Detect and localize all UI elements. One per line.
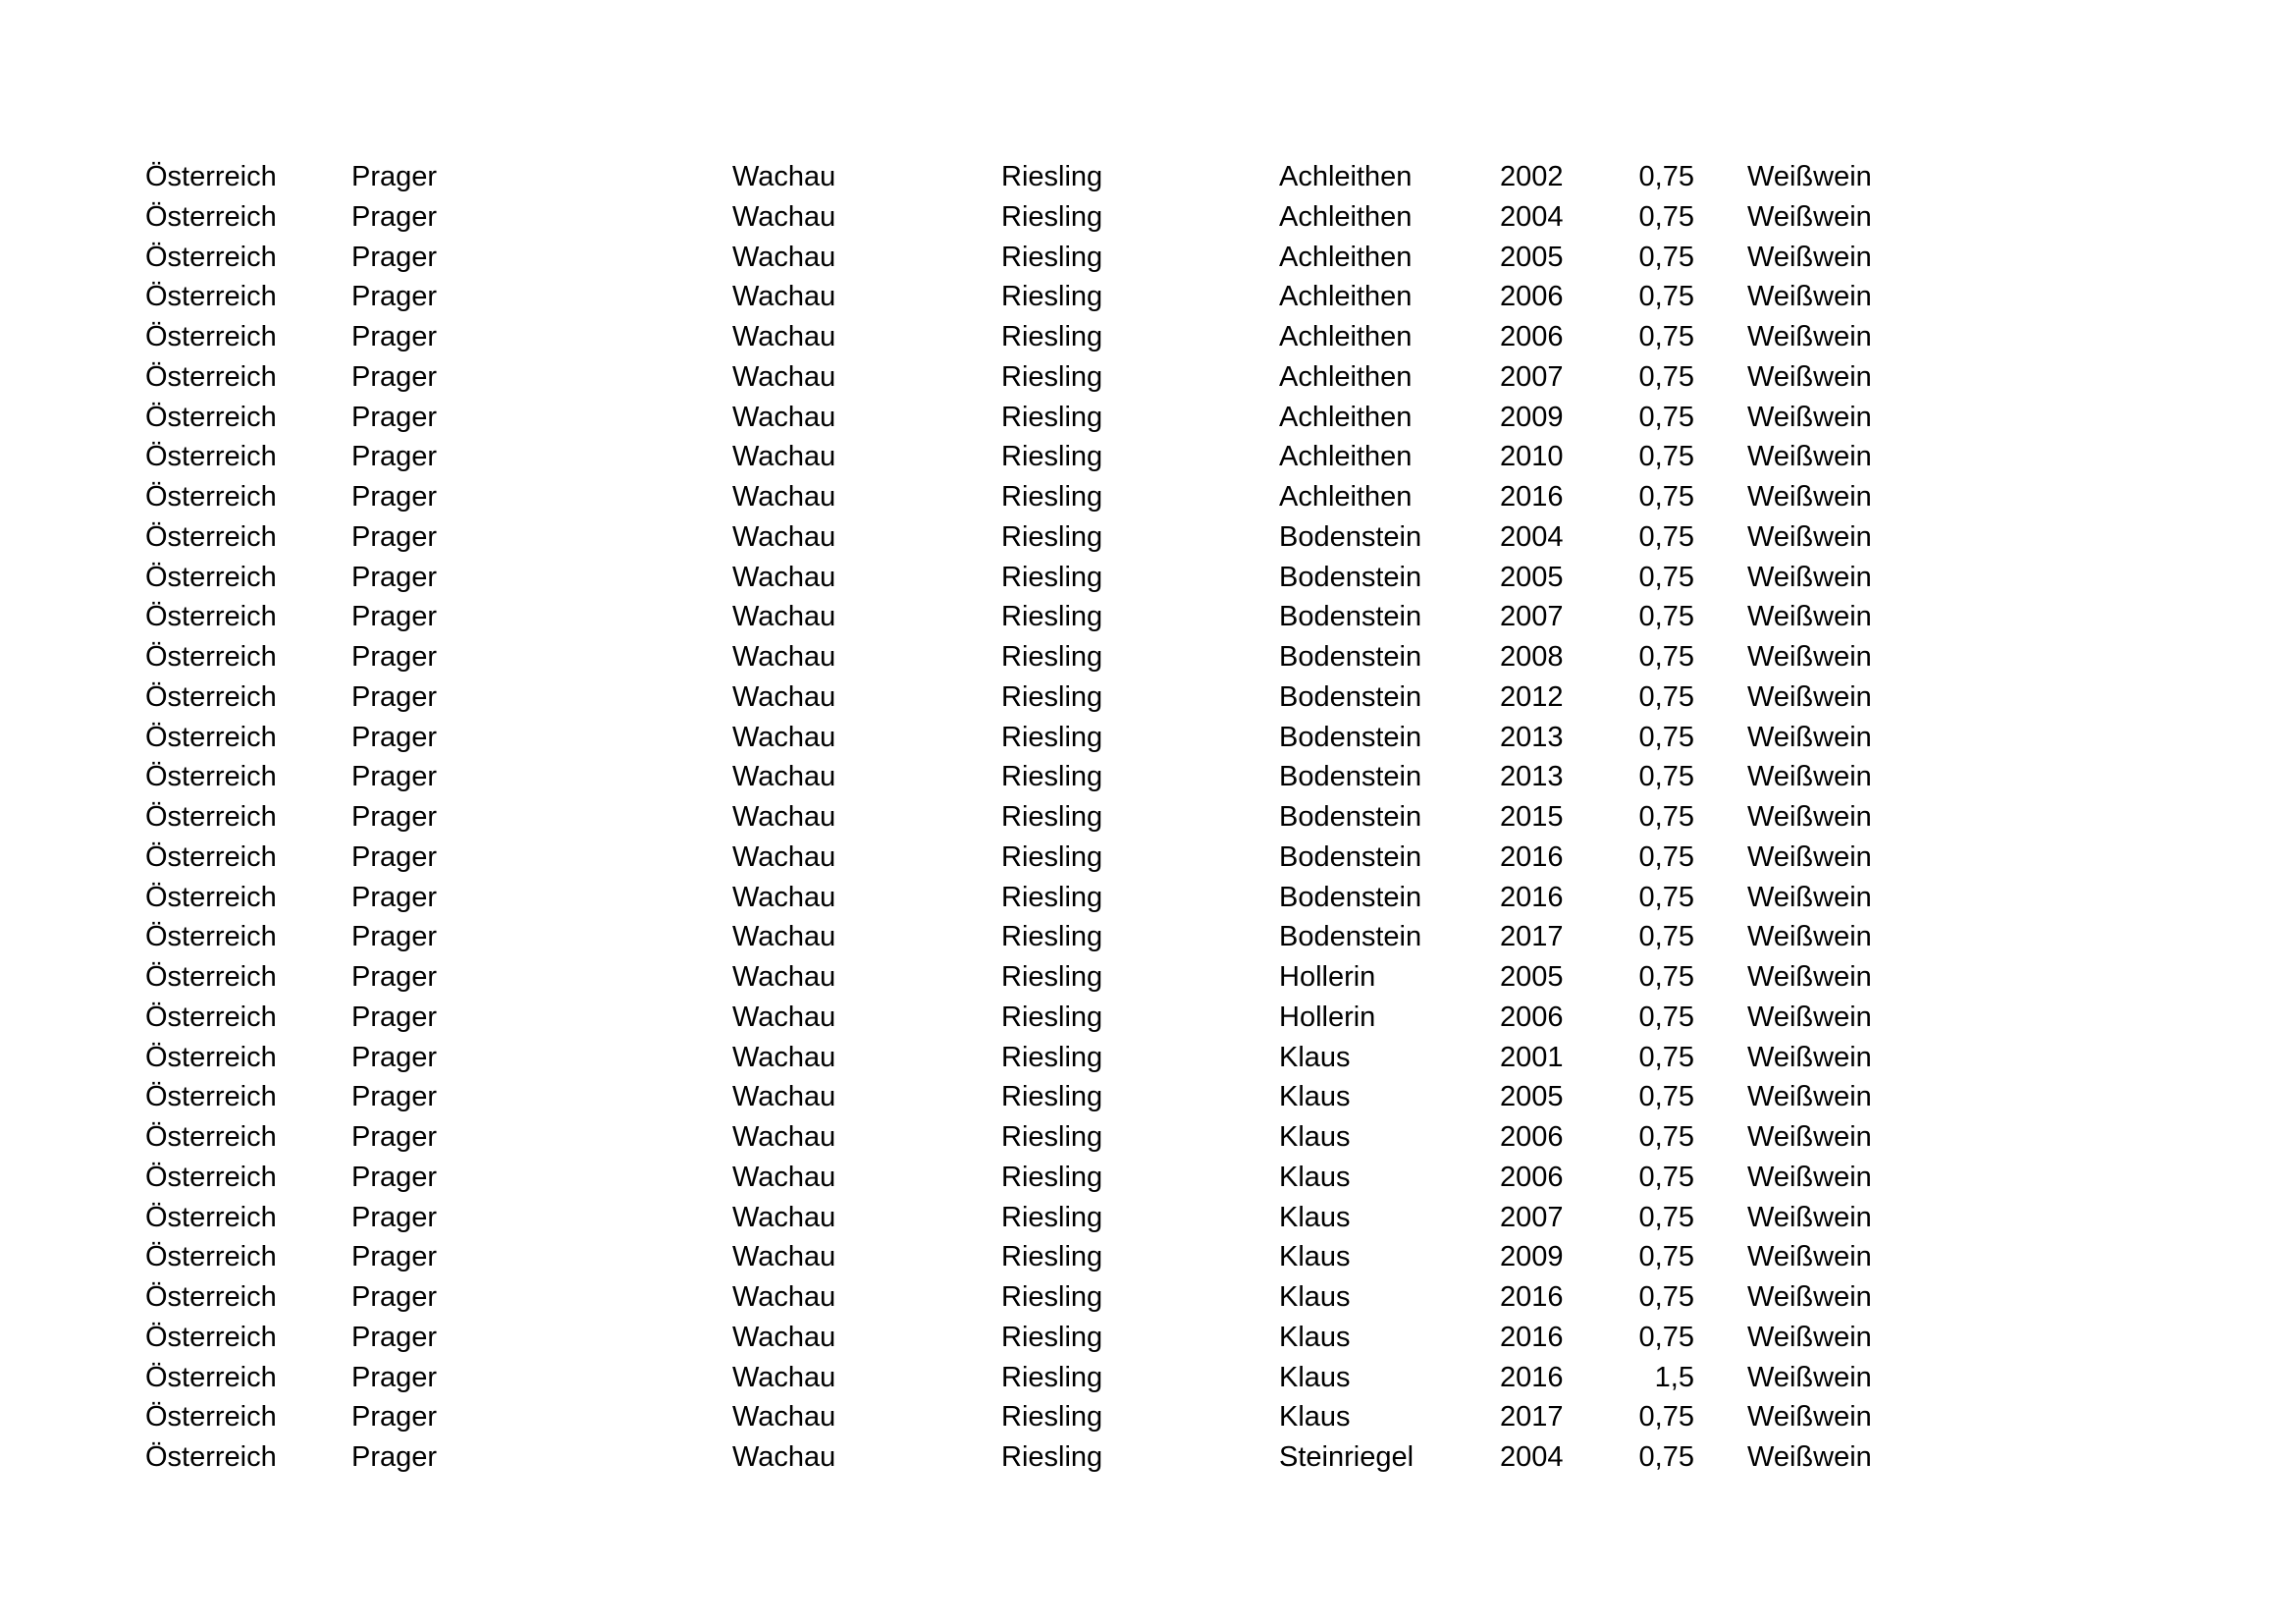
wine-type-cell: Weißwein xyxy=(1747,401,1872,433)
vineyard-cell: Bodenstein xyxy=(1279,881,1422,913)
producer-cell: Prager xyxy=(351,481,438,513)
region-cell: Wachau xyxy=(732,881,836,913)
vineyard-cell: Klaus xyxy=(1279,1121,1351,1153)
wine-type-cell: Weißwein xyxy=(1747,1361,1872,1393)
wine-type-cell: Weißwein xyxy=(1747,721,1872,753)
bottle-size-cell: 0,75 xyxy=(1638,1281,1694,1313)
vintage-cell: 2005 xyxy=(1500,1081,1564,1113)
vintage-cell: 2010 xyxy=(1500,441,1564,473)
grape-cell: Riesling xyxy=(1001,441,1103,473)
table-row xyxy=(145,878,1893,918)
bottle-size-cell: 0,75 xyxy=(1638,921,1694,953)
vintage-cell: 2013 xyxy=(1500,761,1564,793)
vintage-cell: 2005 xyxy=(1500,561,1564,593)
region-cell: Wachau xyxy=(732,360,836,393)
bottle-size-cell: 0,75 xyxy=(1638,520,1694,553)
region-cell: Wachau xyxy=(732,161,836,192)
producer-cell: Prager xyxy=(351,961,438,993)
vineyard-cell: Achleithen xyxy=(1279,161,1413,192)
wine-type-cell: Weißwein xyxy=(1747,161,1872,192)
producer-cell: Prager xyxy=(351,1241,438,1273)
producer-cell: Prager xyxy=(351,520,438,553)
wine-type-cell: Weißwein xyxy=(1747,360,1872,393)
table-row xyxy=(145,1358,1893,1398)
vintage-cell: 2016 xyxy=(1500,1281,1564,1313)
region-cell: Wachau xyxy=(732,1121,836,1153)
grape-cell: Riesling xyxy=(1001,1361,1103,1393)
table-row xyxy=(145,1277,1893,1318)
table-row xyxy=(145,238,1893,278)
region-cell: Wachau xyxy=(732,680,836,713)
vineyard-cell: Bodenstein xyxy=(1279,721,1422,753)
table-row xyxy=(145,1437,1893,1478)
vintage-cell: 2002 xyxy=(1500,161,1564,192)
grape-cell: Riesling xyxy=(1001,601,1103,633)
grape-cell: Riesling xyxy=(1001,520,1103,553)
wine-type-cell: Weißwein xyxy=(1747,1121,1872,1153)
table-row xyxy=(145,398,1893,438)
vineyard-cell: Achleithen xyxy=(1279,200,1413,233)
producer-cell: Prager xyxy=(351,641,438,673)
vintage-cell: 2007 xyxy=(1500,1201,1564,1233)
region-cell: Wachau xyxy=(732,801,836,833)
country-cell: Österreich xyxy=(145,1441,277,1473)
country-cell: Österreich xyxy=(145,721,277,753)
region-cell: Wachau xyxy=(732,1201,836,1233)
bottle-size-cell: 0,75 xyxy=(1638,961,1694,993)
grape-cell: Riesling xyxy=(1001,1161,1103,1193)
region-cell: Wachau xyxy=(732,1401,836,1434)
table-row xyxy=(145,797,1893,838)
grape-cell: Riesling xyxy=(1001,281,1103,313)
table-row xyxy=(145,677,1893,718)
wine-type-cell: Weißwein xyxy=(1747,1321,1872,1353)
producer-cell: Prager xyxy=(351,561,438,593)
region-cell: Wachau xyxy=(732,1041,836,1073)
country-cell: Österreich xyxy=(145,1121,277,1153)
grape-cell: Riesling xyxy=(1001,241,1103,273)
vineyard-cell: Klaus xyxy=(1279,1321,1351,1353)
wine-type-cell: Weißwein xyxy=(1747,1201,1872,1233)
region-cell: Wachau xyxy=(732,721,836,753)
bottle-size-cell: 0,75 xyxy=(1638,881,1694,913)
vineyard-cell: Achleithen xyxy=(1279,281,1413,313)
bottle-size-cell: 1,5 xyxy=(1654,1361,1694,1393)
country-cell: Österreich xyxy=(145,641,277,673)
region-cell: Wachau xyxy=(732,1081,836,1113)
vineyard-cell: Bodenstein xyxy=(1279,761,1422,793)
wine-type-cell: Weißwein xyxy=(1747,921,1872,953)
table-row xyxy=(145,558,1893,598)
producer-cell: Prager xyxy=(351,1401,438,1434)
vintage-cell: 2007 xyxy=(1500,360,1564,393)
country-cell: Österreich xyxy=(145,161,277,192)
country-cell: Österreich xyxy=(145,1281,277,1313)
country-cell: Österreich xyxy=(145,241,277,273)
vintage-cell: 2012 xyxy=(1500,680,1564,713)
region-cell: Wachau xyxy=(732,1241,836,1273)
table-row xyxy=(145,1237,1893,1277)
table-row xyxy=(145,757,1893,797)
wine-type-cell: Weißwein xyxy=(1747,200,1872,233)
region-cell: Wachau xyxy=(732,241,836,273)
region-cell: Wachau xyxy=(732,441,836,473)
table-row xyxy=(145,317,1893,357)
vintage-cell: 2006 xyxy=(1500,281,1564,313)
wine-type-cell: Weißwein xyxy=(1747,1281,1872,1313)
bottle-size-cell: 0,75 xyxy=(1638,1321,1694,1353)
producer-cell: Prager xyxy=(351,1361,438,1393)
wine-type-cell: Weißwein xyxy=(1747,1001,1872,1033)
region-cell: Wachau xyxy=(732,1361,836,1393)
vintage-cell: 2007 xyxy=(1500,601,1564,633)
country-cell: Österreich xyxy=(145,961,277,993)
vineyard-cell: Klaus xyxy=(1279,1241,1351,1273)
table-row xyxy=(145,917,1893,957)
grape-cell: Riesling xyxy=(1001,321,1103,352)
country-cell: Österreich xyxy=(145,1321,277,1353)
vintage-cell: 2013 xyxy=(1500,721,1564,753)
producer-cell: Prager xyxy=(351,1161,438,1193)
producer-cell: Prager xyxy=(351,1121,438,1153)
country-cell: Österreich xyxy=(145,321,277,352)
table-row xyxy=(145,718,1893,758)
vintage-cell: 2016 xyxy=(1500,881,1564,913)
vineyard-cell: Hollerin xyxy=(1279,1001,1376,1033)
vineyard-cell: Achleithen xyxy=(1279,241,1413,273)
table-row xyxy=(145,1158,1893,1198)
vineyard-cell: Bodenstein xyxy=(1279,921,1422,953)
region-cell: Wachau xyxy=(732,840,836,873)
wine-type-cell: Weißwein xyxy=(1747,1041,1872,1073)
table-row xyxy=(145,1117,1893,1158)
region-cell: Wachau xyxy=(732,281,836,313)
grape-cell: Riesling xyxy=(1001,1321,1103,1353)
vineyard-cell: Bodenstein xyxy=(1279,801,1422,833)
bottle-size-cell: 0,75 xyxy=(1638,360,1694,393)
region-cell: Wachau xyxy=(732,1001,836,1033)
vintage-cell: 2016 xyxy=(1500,840,1564,873)
producer-cell: Prager xyxy=(351,1201,438,1233)
vintage-cell: 2006 xyxy=(1500,321,1564,352)
producer-cell: Prager xyxy=(351,1081,438,1113)
producer-cell: Prager xyxy=(351,161,438,192)
grape-cell: Riesling xyxy=(1001,1201,1103,1233)
table-row xyxy=(145,437,1893,477)
vintage-cell: 2006 xyxy=(1500,1121,1564,1153)
bottle-size-cell: 0,75 xyxy=(1638,281,1694,313)
vineyard-cell: Klaus xyxy=(1279,1161,1351,1193)
bottle-size-cell: 0,75 xyxy=(1638,1081,1694,1113)
bottle-size-cell: 0,75 xyxy=(1638,200,1694,233)
grape-cell: Riesling xyxy=(1001,801,1103,833)
country-cell: Österreich xyxy=(145,200,277,233)
producer-cell: Prager xyxy=(351,1321,438,1353)
table-row xyxy=(145,637,1893,677)
bottle-size-cell: 0,75 xyxy=(1638,481,1694,513)
producer-cell: Prager xyxy=(351,1441,438,1473)
country-cell: Österreich xyxy=(145,1161,277,1193)
country-cell: Österreich xyxy=(145,360,277,393)
bottle-size-cell: 0,75 xyxy=(1638,721,1694,753)
vintage-cell: 2008 xyxy=(1500,641,1564,673)
producer-cell: Prager xyxy=(351,1281,438,1313)
grape-cell: Riesling xyxy=(1001,921,1103,953)
table-row xyxy=(145,838,1893,878)
country-cell: Österreich xyxy=(145,441,277,473)
region-cell: Wachau xyxy=(732,1281,836,1313)
vineyard-cell: Achleithen xyxy=(1279,481,1413,513)
region-cell: Wachau xyxy=(732,961,836,993)
grape-cell: Riesling xyxy=(1001,1241,1103,1273)
region-cell: Wachau xyxy=(732,321,836,352)
vintage-cell: 2016 xyxy=(1500,481,1564,513)
country-cell: Österreich xyxy=(145,840,277,873)
grape-cell: Riesling xyxy=(1001,1041,1103,1073)
vintage-cell: 2004 xyxy=(1500,520,1564,553)
country-cell: Österreich xyxy=(145,1001,277,1033)
vintage-cell: 2016 xyxy=(1500,1321,1564,1353)
table-row xyxy=(145,957,1893,998)
table-row xyxy=(145,157,1893,197)
vineyard-cell: Bodenstein xyxy=(1279,840,1422,873)
grape-cell: Riesling xyxy=(1001,1001,1103,1033)
region-cell: Wachau xyxy=(732,761,836,793)
vineyard-cell: Achleithen xyxy=(1279,321,1413,352)
country-cell: Österreich xyxy=(145,680,277,713)
bottle-size-cell: 0,75 xyxy=(1638,321,1694,352)
producer-cell: Prager xyxy=(351,840,438,873)
grape-cell: Riesling xyxy=(1001,481,1103,513)
bottle-size-cell: 0,75 xyxy=(1638,1401,1694,1434)
wine-type-cell: Weißwein xyxy=(1747,641,1872,673)
vintage-cell: 2004 xyxy=(1500,200,1564,233)
vineyard-cell: Klaus xyxy=(1279,1081,1351,1113)
grape-cell: Riesling xyxy=(1001,200,1103,233)
wine-type-cell: Weißwein xyxy=(1747,1161,1872,1193)
grape-cell: Riesling xyxy=(1001,721,1103,753)
table-row xyxy=(145,1077,1893,1117)
wine-type-cell: Weißwein xyxy=(1747,601,1872,633)
table-row xyxy=(145,998,1893,1038)
bottle-size-cell: 0,75 xyxy=(1638,561,1694,593)
wine-type-cell: Weißwein xyxy=(1747,680,1872,713)
producer-cell: Prager xyxy=(351,360,438,393)
bottle-size-cell: 0,75 xyxy=(1638,441,1694,473)
bottle-size-cell: 0,75 xyxy=(1638,601,1694,633)
producer-cell: Prager xyxy=(351,401,438,433)
country-cell: Österreich xyxy=(145,921,277,953)
country-cell: Österreich xyxy=(145,1361,277,1393)
grape-cell: Riesling xyxy=(1001,881,1103,913)
vintage-cell: 2016 xyxy=(1500,1361,1564,1393)
grape-cell: Riesling xyxy=(1001,1081,1103,1113)
vineyard-cell: Bodenstein xyxy=(1279,641,1422,673)
producer-cell: Prager xyxy=(351,281,438,313)
table-row xyxy=(145,477,1893,517)
region-cell: Wachau xyxy=(732,921,836,953)
wine-type-cell: Weißwein xyxy=(1747,1081,1872,1113)
vineyard-cell: Klaus xyxy=(1279,1041,1351,1073)
producer-cell: Prager xyxy=(351,1001,438,1033)
wine-type-cell: Weißwein xyxy=(1747,1241,1872,1273)
vineyard-cell: Klaus xyxy=(1279,1361,1351,1393)
country-cell: Österreich xyxy=(145,761,277,793)
vintage-cell: 2017 xyxy=(1500,1401,1564,1434)
region-cell: Wachau xyxy=(732,520,836,553)
country-cell: Österreich xyxy=(145,401,277,433)
country-cell: Österreich xyxy=(145,481,277,513)
region-cell: Wachau xyxy=(732,1321,836,1353)
producer-cell: Prager xyxy=(351,241,438,273)
producer-cell: Prager xyxy=(351,1041,438,1073)
wine-type-cell: Weißwein xyxy=(1747,481,1872,513)
table-row xyxy=(145,597,1893,637)
bottle-size-cell: 0,75 xyxy=(1638,241,1694,273)
vintage-cell: 2005 xyxy=(1500,241,1564,273)
table-row xyxy=(145,277,1893,317)
bottle-size-cell: 0,75 xyxy=(1638,761,1694,793)
vineyard-cell: Klaus xyxy=(1279,1201,1351,1233)
wine-type-cell: Weißwein xyxy=(1747,840,1872,873)
table-row xyxy=(145,1397,1893,1437)
bottle-size-cell: 0,75 xyxy=(1638,1041,1694,1073)
grape-cell: Riesling xyxy=(1001,961,1103,993)
vineyard-cell: Klaus xyxy=(1279,1401,1351,1434)
grape-cell: Riesling xyxy=(1001,1441,1103,1473)
vintage-cell: 2009 xyxy=(1500,401,1564,433)
region-cell: Wachau xyxy=(732,601,836,633)
wine-type-cell: Weißwein xyxy=(1747,441,1872,473)
country-cell: Österreich xyxy=(145,281,277,313)
country-cell: Österreich xyxy=(145,801,277,833)
wine-type-cell: Weißwein xyxy=(1747,881,1872,913)
producer-cell: Prager xyxy=(351,680,438,713)
grape-cell: Riesling xyxy=(1001,561,1103,593)
grape-cell: Riesling xyxy=(1001,1121,1103,1153)
bottle-size-cell: 0,75 xyxy=(1638,1441,1694,1473)
wine-type-cell: Weißwein xyxy=(1747,321,1872,352)
vineyard-cell: Hollerin xyxy=(1279,961,1376,993)
vineyard-cell: Achleithen xyxy=(1279,360,1413,393)
producer-cell: Prager xyxy=(351,441,438,473)
bottle-size-cell: 0,75 xyxy=(1638,1201,1694,1233)
vineyard-cell: Bodenstein xyxy=(1279,520,1422,553)
vintage-cell: 2017 xyxy=(1500,921,1564,953)
bottle-size-cell: 0,75 xyxy=(1638,161,1694,192)
producer-cell: Prager xyxy=(351,761,438,793)
vintage-cell: 2006 xyxy=(1500,1001,1564,1033)
wine-type-cell: Weißwein xyxy=(1747,281,1872,313)
country-cell: Österreich xyxy=(145,1041,277,1073)
bottle-size-cell: 0,75 xyxy=(1638,401,1694,433)
region-cell: Wachau xyxy=(732,561,836,593)
grape-cell: Riesling xyxy=(1001,1401,1103,1434)
country-cell: Österreich xyxy=(145,520,277,553)
producer-cell: Prager xyxy=(351,881,438,913)
bottle-size-cell: 0,75 xyxy=(1638,680,1694,713)
wine-type-cell: Weißwein xyxy=(1747,761,1872,793)
country-cell: Österreich xyxy=(145,1201,277,1233)
region-cell: Wachau xyxy=(732,200,836,233)
wine-type-cell: Weißwein xyxy=(1747,520,1872,553)
vineyard-cell: Bodenstein xyxy=(1279,561,1422,593)
region-cell: Wachau xyxy=(732,481,836,513)
region-cell: Wachau xyxy=(732,401,836,433)
wine-type-cell: Weißwein xyxy=(1747,961,1872,993)
producer-cell: Prager xyxy=(351,721,438,753)
vintage-cell: 2004 xyxy=(1500,1441,1564,1473)
table-row xyxy=(145,517,1893,558)
wine-type-cell: Weißwein xyxy=(1747,1441,1872,1473)
producer-cell: Prager xyxy=(351,921,438,953)
bottle-size-cell: 0,75 xyxy=(1638,641,1694,673)
bottle-size-cell: 0,75 xyxy=(1638,1001,1694,1033)
wine-type-cell: Weißwein xyxy=(1747,1401,1872,1434)
grape-cell: Riesling xyxy=(1001,761,1103,793)
wine-table xyxy=(145,157,1893,1478)
vintage-cell: 2001 xyxy=(1500,1041,1564,1073)
producer-cell: Prager xyxy=(351,321,438,352)
vineyard-cell: Achleithen xyxy=(1279,441,1413,473)
grape-cell: Riesling xyxy=(1001,401,1103,433)
vintage-cell: 2006 xyxy=(1500,1161,1564,1193)
grape-cell: Riesling xyxy=(1001,161,1103,192)
grape-cell: Riesling xyxy=(1001,641,1103,673)
producer-cell: Prager xyxy=(351,801,438,833)
vineyard-cell: Klaus xyxy=(1279,1281,1351,1313)
vineyard-cell: Bodenstein xyxy=(1279,601,1422,633)
grape-cell: Riesling xyxy=(1001,840,1103,873)
grape-cell: Riesling xyxy=(1001,680,1103,713)
table-row xyxy=(145,1198,1893,1238)
country-cell: Österreich xyxy=(145,1401,277,1434)
vintage-cell: 2005 xyxy=(1500,961,1564,993)
region-cell: Wachau xyxy=(732,1161,836,1193)
grape-cell: Riesling xyxy=(1001,1281,1103,1313)
table-row xyxy=(145,357,1893,398)
country-cell: Österreich xyxy=(145,561,277,593)
grape-cell: Riesling xyxy=(1001,360,1103,393)
country-cell: Österreich xyxy=(145,601,277,633)
vineyard-cell: Achleithen xyxy=(1279,401,1413,433)
country-cell: Österreich xyxy=(145,881,277,913)
wine-type-cell: Weißwein xyxy=(1747,561,1872,593)
bottle-size-cell: 0,75 xyxy=(1638,840,1694,873)
vineyard-cell: Steinriegel xyxy=(1279,1441,1415,1473)
bottle-size-cell: 0,75 xyxy=(1638,1121,1694,1153)
producer-cell: Prager xyxy=(351,601,438,633)
vintage-cell: 2009 xyxy=(1500,1241,1564,1273)
region-cell: Wachau xyxy=(732,641,836,673)
country-cell: Österreich xyxy=(145,1081,277,1113)
producer-cell: Prager xyxy=(351,200,438,233)
bottle-size-cell: 0,75 xyxy=(1638,801,1694,833)
wine-type-cell: Weißwein xyxy=(1747,801,1872,833)
table-row xyxy=(145,1038,1893,1078)
bottle-size-cell: 0,75 xyxy=(1638,1161,1694,1193)
vineyard-cell: Bodenstein xyxy=(1279,680,1422,713)
table-row xyxy=(145,1318,1893,1358)
bottle-size-cell: 0,75 xyxy=(1638,1241,1694,1273)
vintage-cell: 2015 xyxy=(1500,801,1564,833)
country-cell: Österreich xyxy=(145,1241,277,1273)
table-row xyxy=(145,197,1893,238)
region-cell: Wachau xyxy=(732,1441,836,1473)
wine-type-cell: Weißwein xyxy=(1747,241,1872,273)
